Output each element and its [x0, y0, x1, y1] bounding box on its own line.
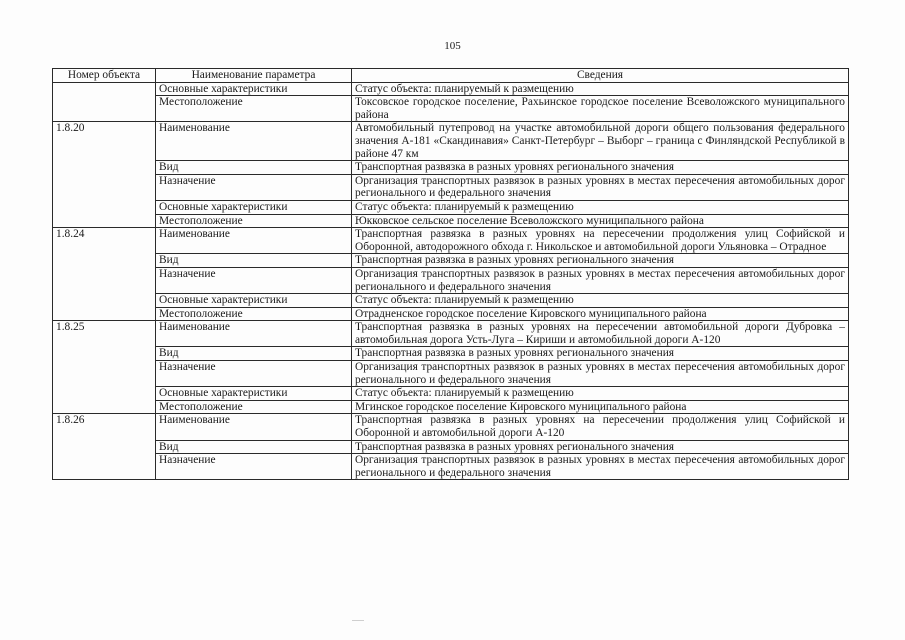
parameter-name-cell: Наименование	[156, 414, 352, 440]
table-row	[53, 228, 849, 254]
object-number-cell	[53, 347, 156, 361]
table-row	[53, 267, 849, 293]
parameter-name-cell: Наименование	[156, 321, 352, 347]
object-number-cell	[53, 96, 156, 122]
object-number-cell	[53, 294, 156, 308]
details-cell: Транспортная развязка в разных уровнях регионального значения	[352, 440, 849, 454]
details-cell: Транспортная развязка в разных уровнях регионального значения	[352, 347, 849, 361]
object-number-cell	[53, 454, 156, 480]
table-row	[53, 347, 849, 361]
object-number-cell	[53, 254, 156, 268]
details-cell: Организация транспортных развязок в разных уровнях в местах пересечения автомобильных дорог регионального и федерального значения	[352, 267, 849, 293]
details-cell: Транспортная развязка в разных уровнях на пересечении автомобильной дороги Дубровка – автомобильная дорога Усть-Луга – Кириши и автомобильной дороги А-120	[352, 321, 849, 347]
parameter-name-cell: Вид	[156, 347, 352, 361]
table-row	[53, 200, 849, 214]
table-row	[53, 440, 849, 454]
table-row	[53, 321, 849, 347]
page-number: 105	[444, 40, 461, 52]
details-cell: Организация транспортных развязок в разных уровнях в местах пересечения автомобильных дорог регионального и федерального значения	[352, 454, 849, 480]
table-row	[53, 400, 849, 414]
details-cell: Статус объекта: планируемый к размещению	[352, 294, 849, 308]
parameter-name-cell: Основные характеристики	[156, 200, 352, 214]
object-number-cell	[53, 200, 156, 214]
object-number-cell	[53, 214, 156, 228]
details-cell: Транспортная развязка в разных уровнях регионального значения	[352, 161, 849, 175]
parameter-name-cell: Назначение	[156, 267, 352, 293]
parameter-name-cell: Местоположение	[156, 400, 352, 414]
object-number-cell	[53, 307, 156, 321]
parameter-name-cell: Назначение	[156, 361, 352, 387]
parameter-name-cell: Основные характеристики	[156, 387, 352, 401]
parameter-name-cell: Наименование	[156, 228, 352, 254]
table-row	[53, 82, 849, 96]
header-object-number: Номер объекта	[53, 69, 156, 83]
table-body	[53, 82, 849, 480]
table-row	[53, 174, 849, 200]
details-cell: Организация транспортных развязок в разных уровнях в местах пересечения автомобильных дорог регионального и федерального значения	[352, 174, 849, 200]
object-number-cell	[53, 387, 156, 401]
table-row	[53, 454, 849, 480]
details-cell: Статус объекта: планируемый к размещению	[352, 387, 849, 401]
object-number-cell: 1.8.20	[53, 122, 156, 161]
details-cell: Автомобильный путепровод на участке автомобильной дороги общего пользования федерального значения А-181 «Скандинавия» Санкт-Петербург – Выборг – граница с Финляндской Республикой в районе 47 км	[352, 122, 849, 161]
parameter-name-cell: Вид	[156, 440, 352, 454]
details-cell: Организация транспортных развязок в разных уровнях в местах пересечения автомобильных дорог регионального и федерального значения	[352, 361, 849, 387]
table-row	[53, 254, 849, 268]
parameter-name-cell: Вид	[156, 254, 352, 268]
details-cell: Мгинское городское поселение Кировского муниципального района	[352, 400, 849, 414]
table-row	[53, 387, 849, 401]
table-row	[53, 214, 849, 228]
details-cell: Статус объекта: планируемый к размещению	[352, 82, 849, 96]
scan-mark	[352, 620, 364, 621]
parameter-name-cell: Местоположение	[156, 214, 352, 228]
parameter-name-cell: Назначение	[156, 454, 352, 480]
object-number-cell	[53, 82, 156, 96]
details-cell: Отрадненское городское поселение Кировского муниципального района	[352, 307, 849, 321]
object-number-cell	[53, 174, 156, 200]
table-row	[53, 414, 849, 440]
details-cell: Транспортная развязка в разных уровнях на пересечении продолжения улиц Софийской и Оборонной и автомобильной дороги А-120	[352, 414, 849, 440]
object-number-cell	[53, 400, 156, 414]
header-parameter-name: Наименование параметра	[156, 69, 352, 83]
object-number-cell	[53, 440, 156, 454]
object-number-cell: 1.8.26	[53, 414, 156, 440]
parameter-name-cell: Основные характеристики	[156, 82, 352, 96]
details-cell: Юкковское сельское поселение Всеволожского муниципального района	[352, 214, 849, 228]
parameter-name-cell: Местоположение	[156, 307, 352, 321]
parameter-name-cell: Вид	[156, 161, 352, 175]
object-number-cell	[53, 267, 156, 293]
details-cell: Статус объекта: планируемый к размещению	[352, 200, 849, 214]
header-details: Сведения	[352, 69, 849, 83]
details-cell: Транспортная развязка в разных уровнях на пересечении продолжения улиц Софийской и Оборонной, автодорожного обхода г. Никольское и автомобильной дороги Ульяновка – Отрадное	[352, 228, 849, 254]
table-row	[53, 122, 849, 161]
table-header-row	[53, 69, 849, 83]
parameter-name-cell: Местоположение	[156, 96, 352, 122]
parameter-name-cell: Основные характеристики	[156, 294, 352, 308]
object-number-cell: 1.8.25	[53, 321, 156, 347]
object-number-cell: 1.8.24	[53, 228, 156, 254]
object-number-cell	[53, 161, 156, 175]
table-row	[53, 161, 849, 175]
table-row	[53, 361, 849, 387]
table-row	[53, 294, 849, 308]
parameter-name-cell: Назначение	[156, 174, 352, 200]
table-row	[53, 96, 849, 122]
table-row	[53, 307, 849, 321]
object-number-cell	[53, 361, 156, 387]
details-cell: Транспортная развязка в разных уровнях регионального значения	[352, 254, 849, 268]
parameters-table	[52, 68, 849, 480]
parameter-name-cell: Наименование	[156, 122, 352, 161]
details-cell: Токсовское городское поселение, Рахьинское городское поселение Всеволожского муниципального района	[352, 96, 849, 122]
